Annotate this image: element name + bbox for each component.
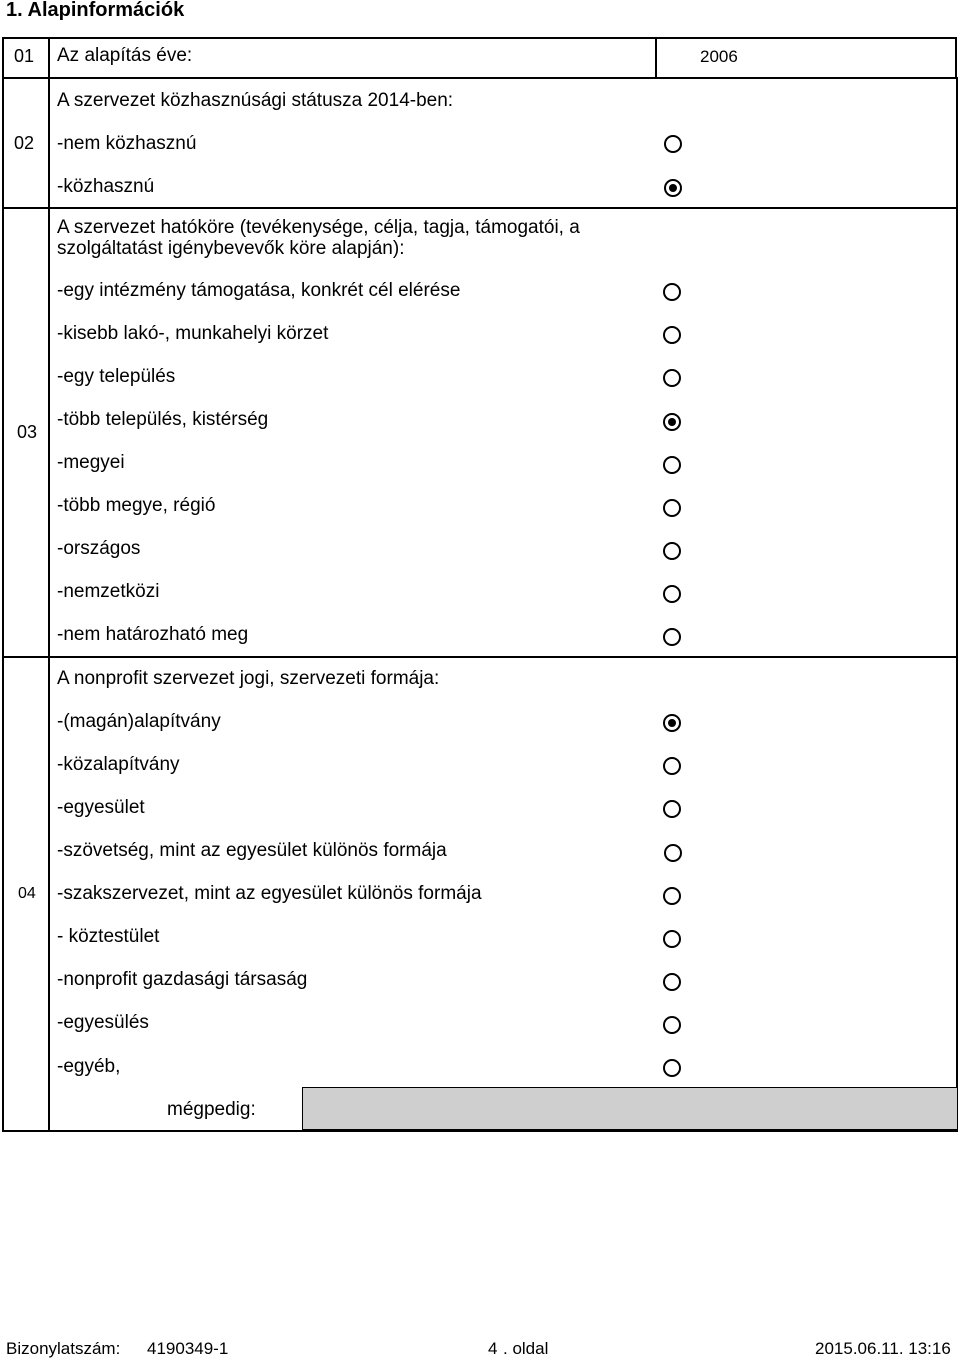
section-title: 1. Alapinformációk bbox=[6, 0, 185, 21]
row-01-number: 01 bbox=[14, 46, 35, 66]
option-radio[interactable] bbox=[663, 499, 681, 517]
option-label: -egyéb, bbox=[57, 1056, 121, 1077]
public-benefit-status-label: A szervezet közhasznúsági státusza 2014-ben: bbox=[57, 90, 454, 111]
option-label: -nem határozható meg bbox=[57, 624, 249, 645]
option-radio[interactable] bbox=[664, 844, 682, 862]
option-radio[interactable] bbox=[663, 542, 681, 560]
option-label: -egy intézmény támogatása, konkrét cél elérése bbox=[57, 280, 461, 301]
document-number-label: Bizonylatszám: bbox=[6, 1339, 121, 1358]
option-label: -országos bbox=[57, 538, 141, 559]
scope-label-line-1: A szervezet hatóköre (tevékenysége, célja, tagja, támogatói, a bbox=[57, 217, 580, 238]
legal-form-label: A nonprofit szervezet jogi, szervezeti formája: bbox=[57, 668, 440, 689]
row-divider-02-03 bbox=[2, 207, 958, 209]
option-radio[interactable] bbox=[663, 714, 681, 732]
option-radio[interactable] bbox=[663, 1016, 681, 1034]
row-divider-03-04 bbox=[2, 656, 958, 658]
option-label: -nonprofit gazdasági társaság bbox=[57, 969, 308, 990]
number-column-divider bbox=[48, 37, 50, 79]
option-label: -kisebb lakó-, munkahelyi körzet bbox=[57, 323, 329, 344]
option-label: -közalapítvány bbox=[57, 754, 180, 775]
option-radio[interactable] bbox=[664, 135, 682, 153]
option-radio[interactable] bbox=[663, 585, 681, 603]
page-label: . oldal bbox=[503, 1339, 549, 1358]
option-label: -egyesülés bbox=[57, 1012, 149, 1033]
founding-year-label: Az alapítás éve: bbox=[57, 45, 193, 66]
print-datetime: 2015.06.11. 13:16 bbox=[815, 1339, 951, 1358]
number-column-divider bbox=[48, 77, 50, 1132]
option-label: - köztestület bbox=[57, 926, 160, 947]
other-specify-label: mégpedig: bbox=[167, 1099, 256, 1120]
option-radio[interactable] bbox=[663, 413, 681, 431]
scope-label bbox=[57, 217, 580, 259]
row-03-number: 03 bbox=[17, 422, 38, 442]
option-label: -egyesület bbox=[57, 797, 145, 818]
option-radio[interactable] bbox=[663, 326, 681, 344]
option-radio[interactable] bbox=[664, 179, 682, 197]
option-label: -közhasznú bbox=[57, 176, 155, 197]
option-radio[interactable] bbox=[663, 973, 681, 991]
option-label: -szövetség, mint az egyesület különös formája bbox=[57, 840, 447, 861]
option-radio[interactable] bbox=[663, 369, 681, 387]
option-label: -több megye, régió bbox=[57, 495, 216, 516]
option-label: -nemzetközi bbox=[57, 581, 160, 602]
page-number: 4 bbox=[488, 1339, 498, 1358]
option-radio[interactable] bbox=[663, 887, 681, 905]
option-radio[interactable] bbox=[663, 283, 681, 301]
scope-label-line-2: szolgáltatást igénybevevők köre alapján): bbox=[57, 238, 405, 259]
row-04-number: 04 bbox=[18, 885, 36, 902]
option-radio[interactable] bbox=[663, 800, 681, 818]
option-label: -több település, kistérség bbox=[57, 409, 269, 430]
option-label: -szakszervezet, mint az egyesület különös formája bbox=[57, 883, 482, 904]
option-radio[interactable] bbox=[663, 456, 681, 474]
document-number: 4190349-1 bbox=[147, 1339, 229, 1358]
option-radio[interactable] bbox=[663, 1059, 681, 1077]
option-radio[interactable] bbox=[663, 628, 681, 646]
option-label: -egy település bbox=[57, 366, 176, 387]
option-label: -megyei bbox=[57, 452, 125, 473]
other-specify-input[interactable] bbox=[302, 1087, 958, 1130]
row-02-number: 02 bbox=[14, 133, 35, 153]
option-radio[interactable] bbox=[663, 930, 681, 948]
founding-year-value: 2006 bbox=[700, 47, 738, 66]
option-label: -nem közhasznú bbox=[57, 133, 197, 154]
option-label: -(magán)alapítvány bbox=[57, 711, 221, 732]
option-radio[interactable] bbox=[663, 757, 681, 775]
